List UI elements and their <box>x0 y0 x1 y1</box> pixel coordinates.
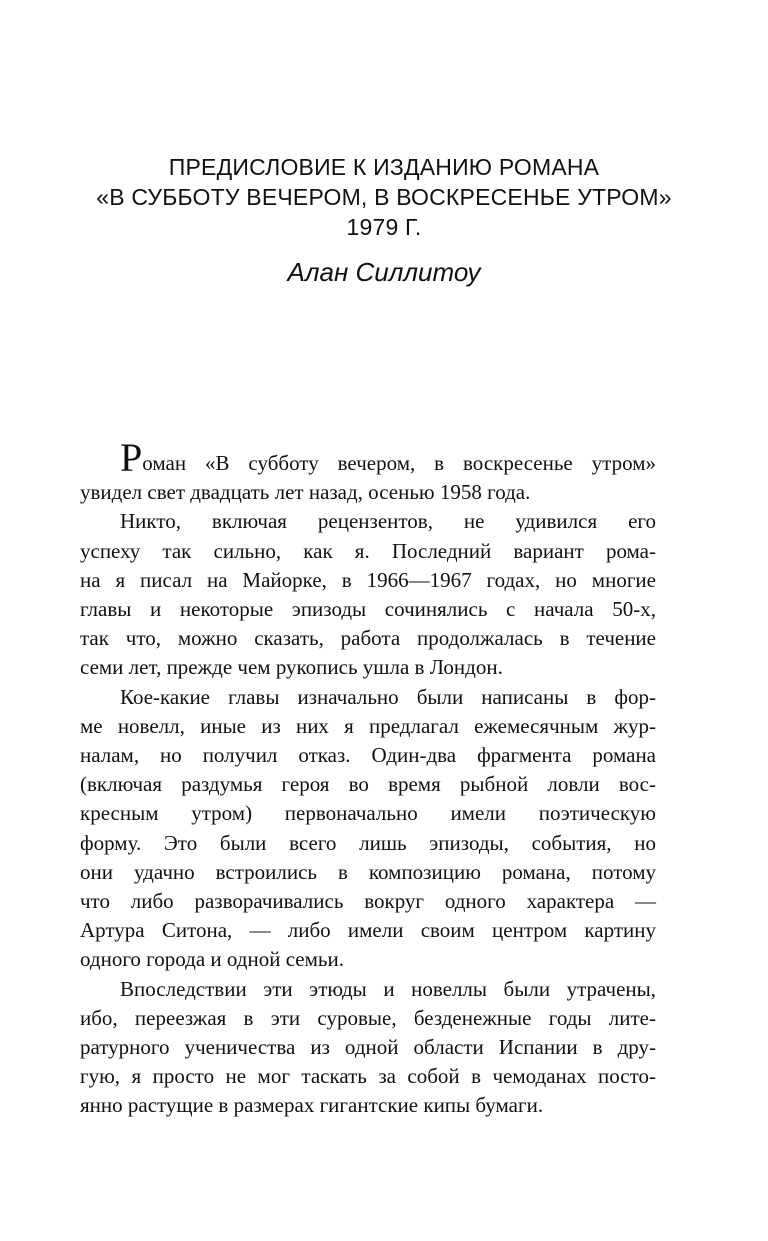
paragraph-line: одного города и одной семьи. <box>80 947 344 972</box>
paragraph-line: Артура Ситона, — либо имели своим центром картину <box>80 918 656 943</box>
chapter-heading <box>0 152 768 242</box>
paragraph-line: успеху так сильно, как я. Последний вариант рома- <box>80 538 656 563</box>
paragraph-line: (включая раздумья героя во время рыбной ловли вос- <box>80 772 656 797</box>
paragraph-line: ратурного ученичества из одной области Испании в дру- <box>80 1035 656 1060</box>
drop-cap: Р <box>120 435 143 480</box>
heading-line-1: ПРЕДИСЛОВИЕ К ИЗДАНИЮ РОМАНА <box>168 154 600 180</box>
paragraph-line: они удачно встроились в композицию романа, потому <box>80 859 656 884</box>
paragraph-line: что либо разворачивались вокруг одного характера — <box>80 889 656 914</box>
paragraph-line: янно растущие в размерах гигантские кипы бумаги. <box>80 1093 544 1118</box>
paragraph-4 <box>80 975 656 1121</box>
paragraph-line: Впоследствии эти этюды и новеллы были утрачены, <box>120 976 656 1001</box>
heading-line-3: 1979 Г. <box>346 214 422 240</box>
paragraph-line: увидел свет двадцать лет назад, осенью 1958 года. <box>80 480 531 505</box>
paragraph-line: налам, но получил отказ. Один-два фрагмента романа <box>80 743 656 768</box>
paragraph-line <box>80 435 656 480</box>
paragraph-line: семи лет, прежде чем рукопись ушла в Лондон. <box>80 655 503 680</box>
paragraph-1 <box>80 435 656 507</box>
paragraph-line: ибо, переезжая в эти суровые, безденежные годы лите- <box>80 1005 656 1030</box>
heading-line-2: «В СУББОТУ ВЕЧЕРОМ, В ВОСКРЕСЕНЬЕ УТРОМ» <box>96 184 672 210</box>
paragraph-line: кресным утром) первоначально имели поэтическую <box>80 801 656 826</box>
paragraph-line: гую, я просто не мог таскать за собой в чемоданах посто- <box>80 1064 656 1089</box>
paragraph-line-text: оман «В субботу вечером, в воскресенье утром» <box>142 451 656 475</box>
paragraph-line: на я писал на Майорке, в 1966—1967 годах, но многие <box>80 567 656 592</box>
paragraph-line: Никто, включая рецензентов, не удивился его <box>120 509 656 534</box>
author-name: Алан Силлитоу <box>287 257 481 287</box>
paragraph-line: Кое-какие главы изначально были написаны в фор- <box>120 684 656 709</box>
paragraph-3 <box>80 683 656 975</box>
paragraph-line: ме новелл, иные из них я предлагал ежемесячным жур- <box>80 713 656 738</box>
body-text <box>80 435 656 1121</box>
paragraph-2 <box>80 507 656 682</box>
paragraph-line: так что, можно сказать, работа продолжалась в течение <box>80 626 656 651</box>
paragraph-line: главы и некоторые эпизоды сочинялись с начала 50-х, <box>80 597 656 622</box>
paragraph-line: форму. Это были всего лишь эпизоды, события, но <box>80 830 656 855</box>
